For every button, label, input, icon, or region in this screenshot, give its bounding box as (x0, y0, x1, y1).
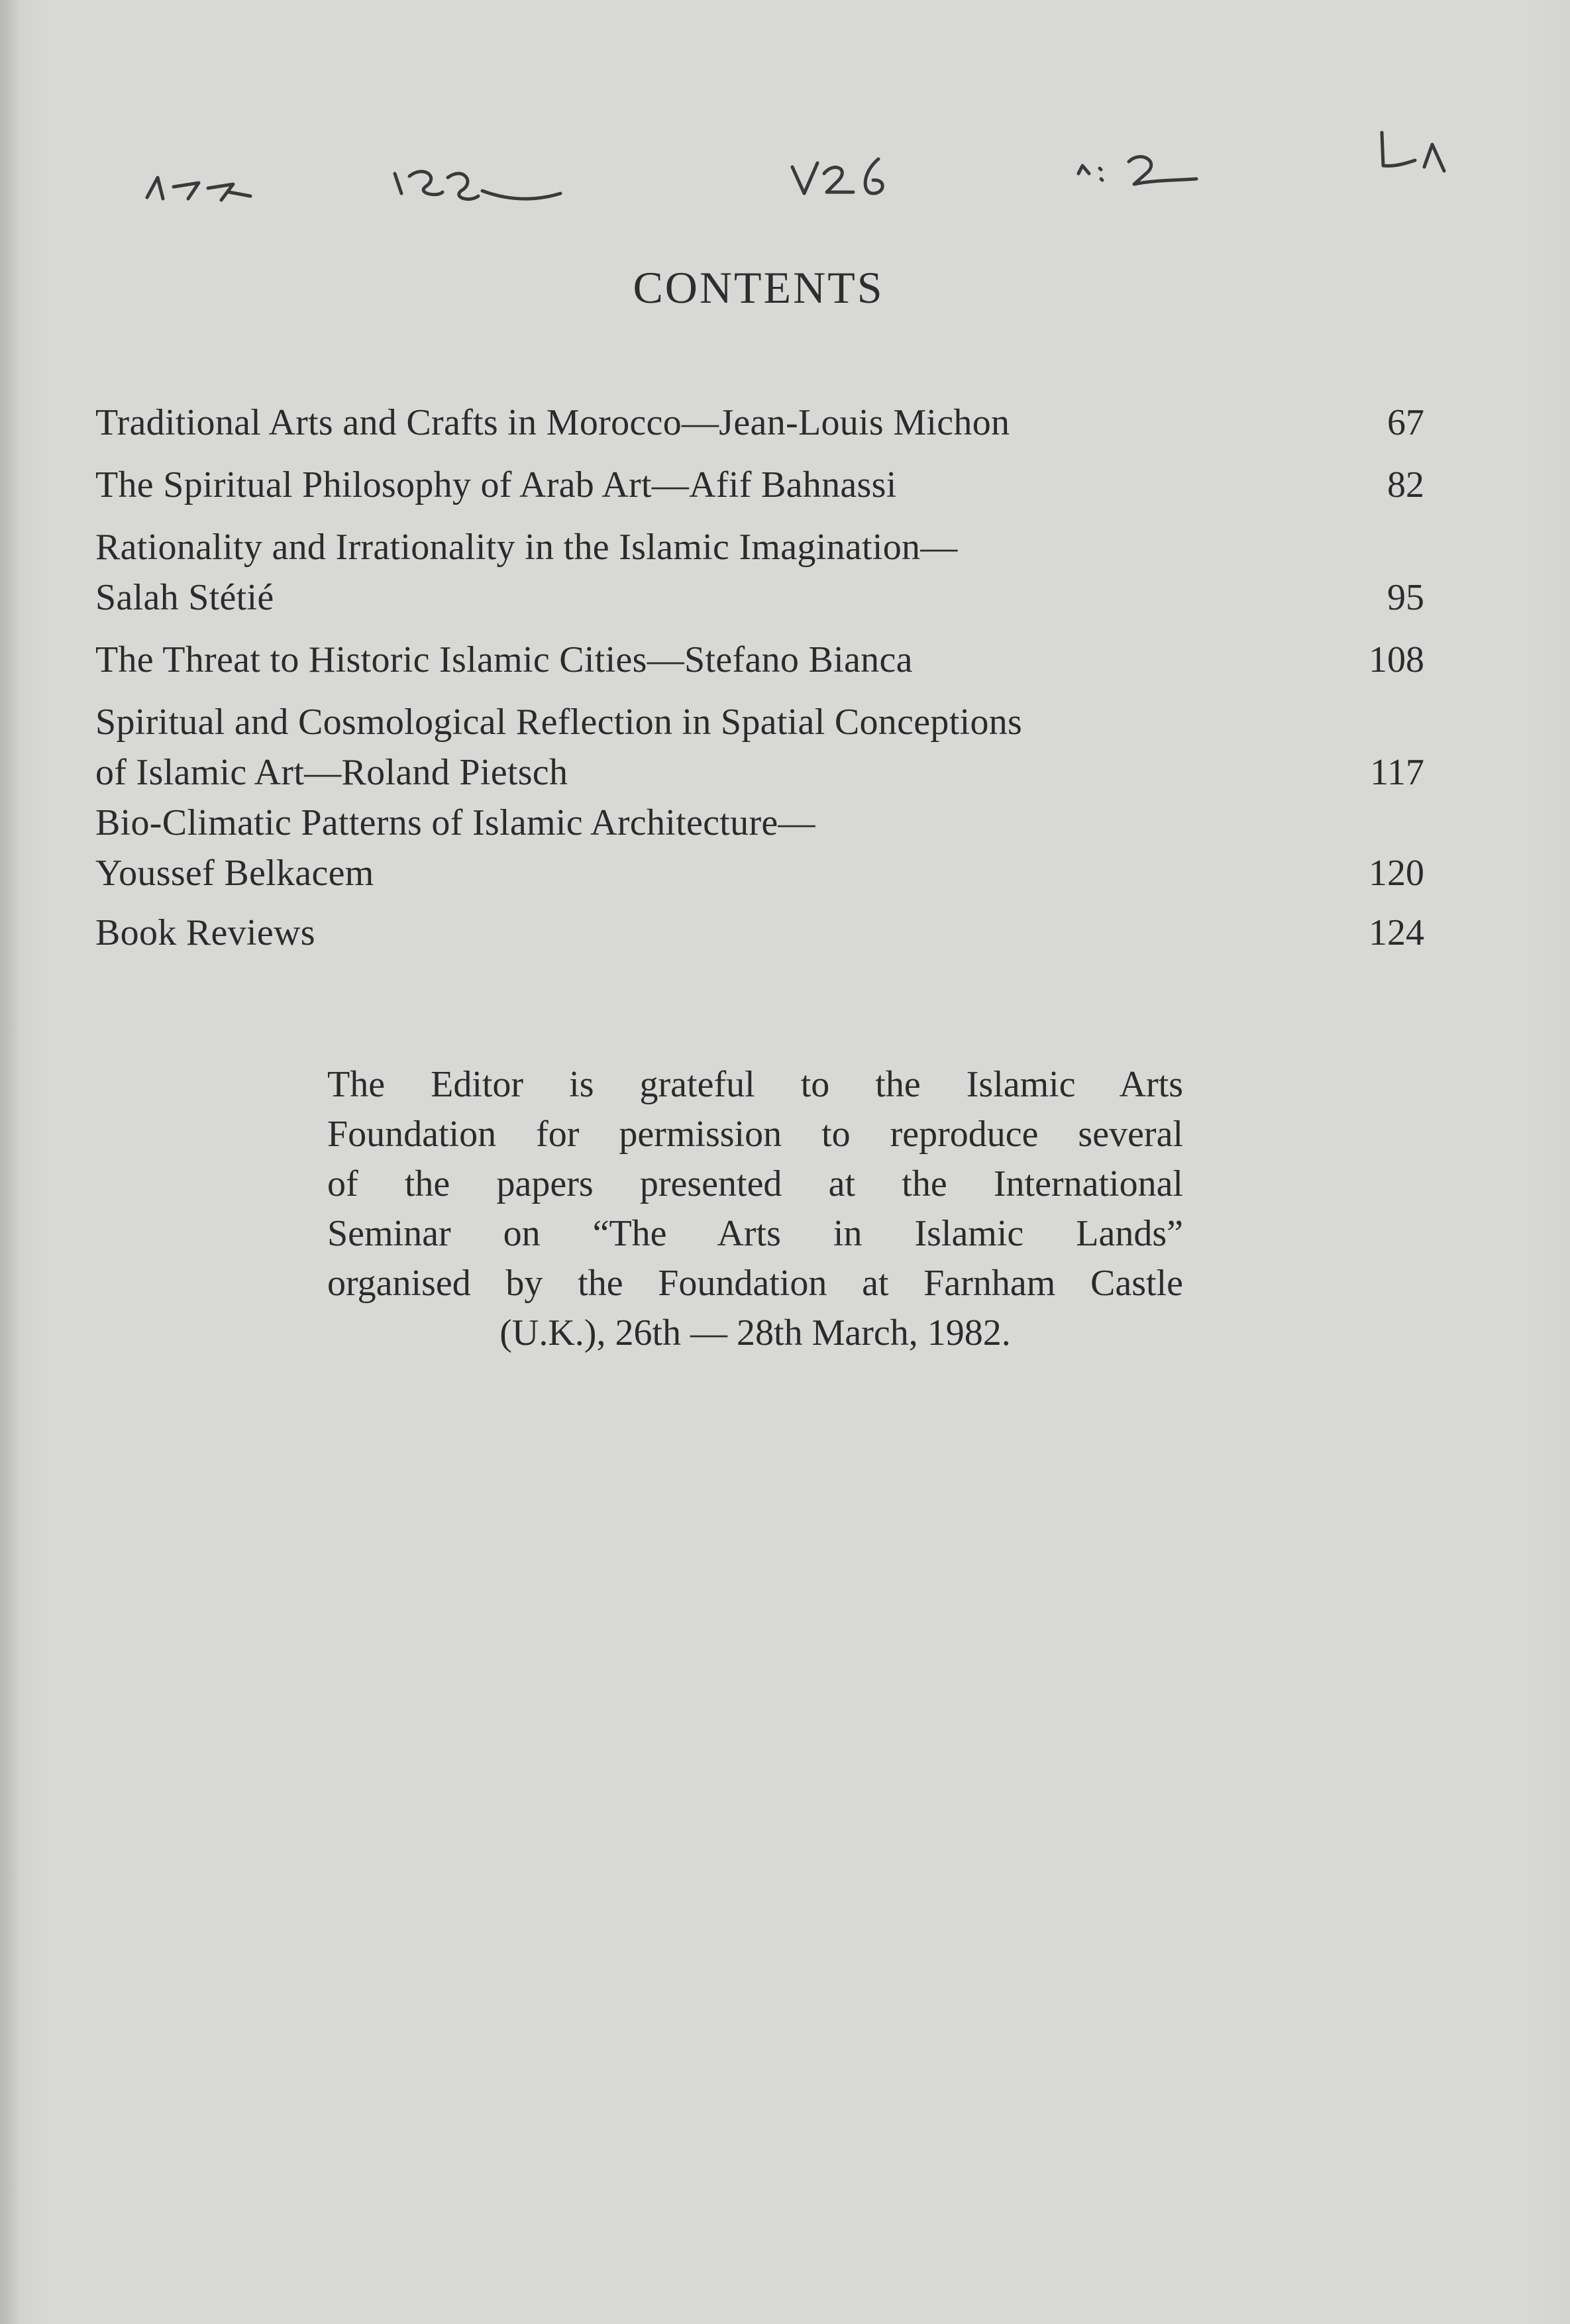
editor-note-line: Seminar on “The Arts in Islamic Lands” (327, 1213, 1183, 1254)
handwritten-mark-1 (147, 178, 250, 200)
toc-entry-title: Bio-Climatic Patterns of Islamic Architecture— Youssef Belkacem (95, 802, 815, 894)
toc-entry-page: 108 (1369, 639, 1424, 680)
toc-entry-title: Spiritual and Cosmological Reflection in Spatial Conceptions of Islamic Art—Roland Pietsch (95, 702, 1023, 793)
toc-entry-title: Traditional Arts and Crafts in Morocco—Jean-Louis Michon (95, 402, 1010, 443)
editor-note-line: (U.K.), 26th — 28th March, 1982. (499, 1312, 1011, 1353)
handwritten-marks-drawing (0, 0, 1570, 225)
contents-heading: CONTENTS (633, 262, 884, 313)
toc-entry-stetie (95, 522, 1424, 623)
editor-note-line: Foundation for permission to reproduce several (327, 1114, 1183, 1155)
toc-entry-bahnassi (95, 460, 1424, 510)
toc-entry-belkacem (95, 798, 1424, 898)
handwritten-mark-3 (792, 159, 882, 193)
toc-entry-page: 117 (1370, 752, 1424, 793)
toc-entry-bianca (95, 635, 1424, 685)
toc-entry-page: 82 (1387, 464, 1424, 505)
page-binding-shadow (0, 0, 20, 2324)
editor-acknowledgement (327, 1060, 1183, 1358)
editor-note-line: organised by the Foundation at Farnham Castle (327, 1263, 1183, 1304)
toc-entry-title: Book Reviews (95, 912, 315, 953)
editor-note-line: of the papers presented at the International (327, 1163, 1183, 1204)
toc-entry-book-reviews (95, 908, 1424, 958)
handwritten-mark-5 (1382, 132, 1444, 171)
toc-entry-title: The Threat to Historic Islamic Cities—Stefano Bianca (95, 639, 913, 680)
toc-entry-title: Rationality and Irrationality in the Islamic Imagination— Salah Stétié (95, 527, 958, 618)
editor-note-line: The Editor is grateful to the Islamic Arts (327, 1064, 1183, 1105)
toc-entry-page: 95 (1387, 577, 1424, 618)
toc-entry-michon (95, 397, 1424, 448)
handwritten-mark-4 (1078, 157, 1196, 184)
toc-entry-page: 120 (1369, 853, 1424, 894)
toc-entry-page: 124 (1369, 912, 1424, 953)
toc-entry-title: The Spiritual Philosophy of Arab Art—Afif Bahnassi (95, 464, 897, 505)
toc-entry-page: 67 (1387, 402, 1424, 443)
handwritten-mark-2 (395, 172, 560, 199)
toc-entry-pietsch (95, 697, 1424, 798)
table-of-contents (95, 397, 1424, 958)
handwritten-annotations (0, 0, 1570, 225)
